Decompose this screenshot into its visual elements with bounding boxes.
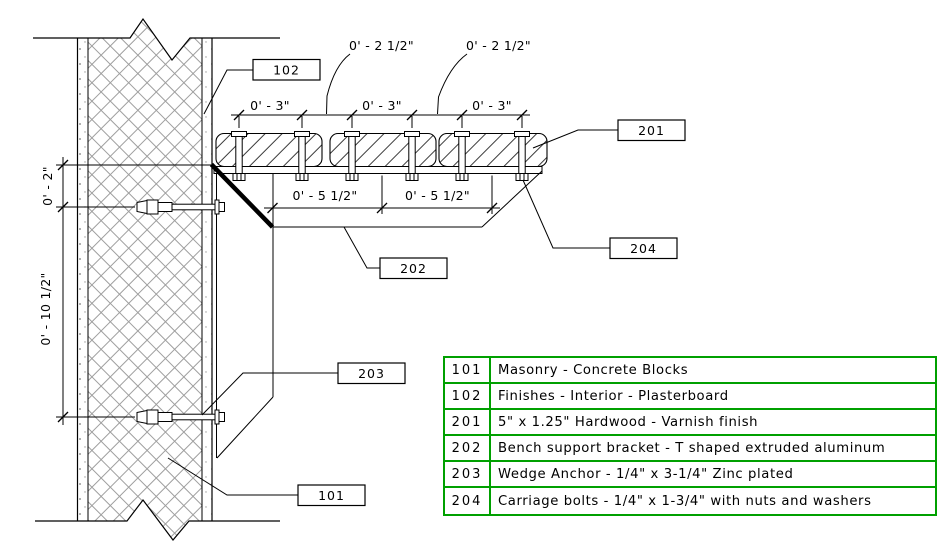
callout-202 bbox=[344, 227, 447, 279]
hardwood-slats bbox=[216, 134, 547, 167]
dim-label-slat-center: 0' - 5 1/2" bbox=[292, 188, 358, 203]
bracket-end-chamfer bbox=[482, 171, 542, 227]
bench-slat bbox=[439, 134, 547, 167]
masonry-wall-section bbox=[33, 19, 280, 540]
plaster-stipple-left bbox=[78, 38, 88, 521]
bracket-plate bbox=[214, 167, 542, 174]
dim-label-bolt-spacing: 0' - 3" bbox=[362, 98, 402, 113]
callout-label: 202 bbox=[400, 261, 427, 276]
dim-label-wall-lower: 0' - 10 1/2" bbox=[38, 272, 53, 346]
callout-leader bbox=[344, 227, 380, 268]
legend-desc-cell: Carriage bolts - 1/4" x 1-3/4" with nuts and washers bbox=[498, 493, 872, 509]
callout-leader bbox=[523, 180, 610, 248]
legend-desc-cell: Bench support bracket - T shaped extruded aluminum bbox=[491, 436, 935, 462]
masonry-crosshatch bbox=[88, 19, 202, 540]
callout-label: 201 bbox=[638, 123, 665, 138]
callout-203 bbox=[202, 363, 405, 415]
callout-label: 102 bbox=[273, 62, 300, 78]
dim-label-bolt-spacing: 0' - 3" bbox=[472, 98, 512, 113]
legend-table bbox=[443, 356, 937, 516]
dim-label-slat-gap: 0' - 2 1/2" bbox=[466, 38, 531, 53]
legend-key-cell: 102 bbox=[445, 384, 491, 410]
callout-204 bbox=[523, 180, 677, 259]
legend-desc-cell: Wedge Anchor - 1/4" x 3-1/4" Zinc plated bbox=[491, 462, 935, 488]
bench-slat bbox=[330, 134, 436, 167]
callout-label: 203 bbox=[358, 366, 385, 381]
dim-label-bolt-spacing: 0' - 3" bbox=[250, 98, 290, 113]
bench-slat bbox=[216, 134, 322, 167]
gap-note-leader bbox=[438, 54, 468, 114]
plasterboard-stipple-right bbox=[203, 38, 212, 521]
legend-desc-cell: Masonry - Concrete Blocks bbox=[491, 358, 935, 384]
gap-note-leader bbox=[327, 54, 351, 114]
bracket-lower-strut bbox=[217, 397, 273, 458]
legend-key-cell: 202 bbox=[445, 436, 491, 462]
callout-201 bbox=[533, 120, 685, 148]
dim-label-slat-center: 0' - 5 1/2" bbox=[405, 188, 470, 203]
legend-key-cell: 201 bbox=[445, 410, 491, 436]
callout-leader bbox=[202, 373, 338, 415]
legend-desc-cell: 5" x 1.25" Hardwood - Varnish finish bbox=[491, 410, 935, 436]
legend-key-cell: 101 bbox=[445, 358, 491, 384]
dim-label-wall-upper: 0' - 2" bbox=[40, 166, 55, 206]
dim-label-slat-gap: 0' - 2 1/2" bbox=[349, 38, 414, 53]
callout-label: 204 bbox=[630, 241, 657, 256]
legend-key-cell: 204 bbox=[445, 488, 491, 514]
legend-key-cell: 203 bbox=[445, 462, 491, 488]
legend-desc-cell: Finishes - Interior - Plasterboard bbox=[491, 384, 935, 410]
callout-label: 101 bbox=[318, 488, 345, 503]
